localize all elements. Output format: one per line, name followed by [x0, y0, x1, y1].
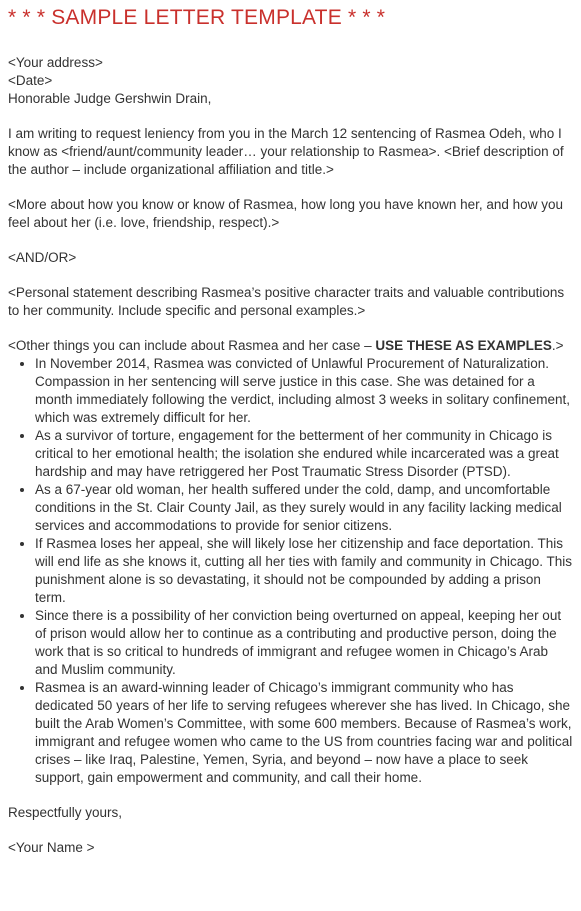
signature-line: <Your Name > — [8, 840, 95, 855]
other-things-prefix: <Other things you can include about Rasmea and her case – — [8, 338, 376, 353]
relationship-paragraph: <More about how you know or know of Rasmea, how long you have known her, and how you feel about her (i.e. love, friendship, respect).> — [8, 197, 563, 230]
list-item: • In November 2014, Rasmea was convicted of Unlawful Procurement of Naturalization. Compassion in her sentencing will serve justice in this case. She was detained for a month immediately following the verdict, including almost 3 weeks in solitary confinement, which was extremely difficult for her. — [35, 355, 573, 427]
list-item: • As a 67-year old woman, her health suffered under the cold, damp, and uncomfortable conditions in the St. Clair County Jail, as they surely would in any facility lacking medical services and accommodations to provide for senior citizens. — [35, 481, 573, 535]
list-item: • Since there is a possibility of her conviction being overturned on appeal, keeping her out of prison would allow her to continue as a contributing and productive person, doing the work that is so critical to hundreds of immigrant and refugee women in Chicago’s Arab and Muslim community. — [35, 607, 573, 679]
other-things-suffix: .> — [551, 338, 564, 353]
address-line: <Your address> — [8, 55, 103, 70]
list-item: • If Rasmea loses her appeal, she will likely lose her citizenship and face deportation. This will end life as she knows it, cutting all her ties with family and community in Chicago. This punishment alone is so devastating, it should not be compounded by adding a prison term. — [35, 535, 573, 607]
list-item: • As a survivor of torture, engagement for the betterment of her community in Chicago is critical to her emotional health; the isolation she endured while incarcerated was a great hardship and may have retriggered her Post Traumatic Stress Disorder (PTSD). — [35, 427, 573, 481]
intro-paragraph: I am writing to request leniency from you in the March 12 sentencing of Rasmea Odeh, who I know as <friend/aunt/community leader… your relationship to Rasmea>. <Brief description of the author – include organizational affiliation and title.> — [8, 126, 564, 177]
letter-header — [8, 54, 573, 108]
page-title: * * * SAMPLE LETTER TEMPLATE * * * — [8, 6, 386, 29]
personal-statement-paragraph: <Personal statement describing Rasmea’s positive character traits and valuable contributions to her community. Include specific and personal examples.> — [8, 285, 565, 318]
and-or-paragraph: <AND/OR> — [8, 250, 77, 265]
date-line: <Date> — [8, 73, 53, 88]
list-item: • Rasmea is an award-winning leader of Chicago’s immigrant community who has dedicated 50 years of her life to serving refugees wherever she has lived. In Chicago, she built the Arab Women’s Committee, with some 600 members. Because of Rasmea’s work, immigrant and refugee women who came to the US from countries facing war and political crises – like Iraq, Palestine, Yemen, Syria, and beyond – now have a place to seek support, gain empowerment and community, and call their home. — [35, 679, 573, 787]
examples-list — [8, 355, 573, 787]
closing-line: Respectfully yours, — [8, 805, 123, 820]
salutation-line: Honorable Judge Gershwin Drain, — [8, 91, 212, 106]
other-things-paragraph — [8, 337, 573, 355]
examples-emphasis: USE THESE AS EXAMPLES — [375, 338, 552, 353]
